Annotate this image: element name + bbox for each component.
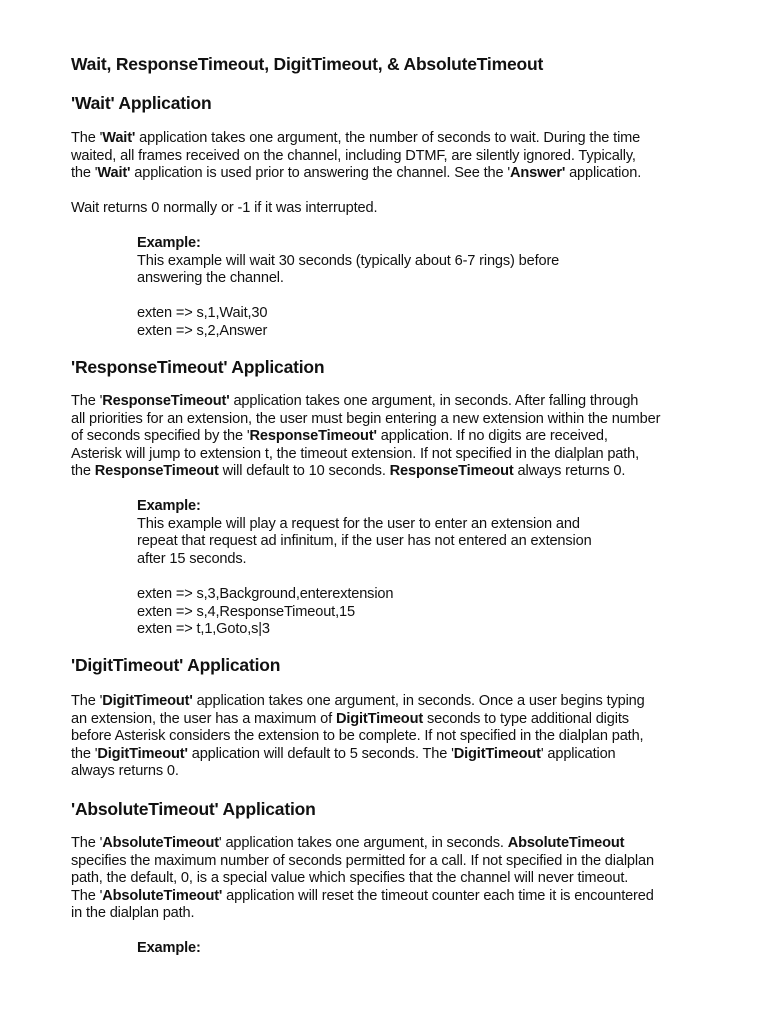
text-line: Asterisk will jump to extension t, the timeout extension. If not specified in the dialplan path, [71,445,640,462]
bold-term: AbsoluteTimeout' [102,887,223,904]
section-heading-absolute-timeout: 'AbsoluteTimeout' Application [71,799,316,819]
code-line: exten => s,4,ResponseTimeout,15 [137,603,355,620]
section-heading-digit-timeout: 'DigitTimeout' Application [71,655,281,675]
text-line: before Asterisk considers the extension to be complete. If not specified in the dialplan path, [71,728,644,745]
text-line: the ResponseTimeout will default to 10 seconds. ResponseTimeout always returns 0. [71,463,626,480]
bold-term: DigitTimeout [335,710,424,727]
wait-example: Example: This example will wait 30 seconds (typically about 6-7 rings) before answering the channel. exten => s,1,Wait,30 exten => s,2,Answer [137,235,697,341]
bold-term: DigitTimeout [453,745,541,762]
absolute-timeout-example [137,940,697,958]
bold-term: DigitTimeout' [97,745,188,762]
text-line: waited, all frames received on the channel, including DTMF, are silently ignored. Typically, [71,147,636,164]
text-line: The 'ResponseTimeout' application takes one argument, in seconds. After falling through [71,393,639,409]
bold-term: ResponseTimeout' [249,428,377,445]
example-label: Example: [137,235,201,251]
text-line: in the dialplan path. [71,905,195,922]
text-line: The 'Wait' application takes one argument, the number of seconds to wait. During the time [71,130,641,146]
section-heading-response-timeout: 'ResponseTimeout' Application [71,357,325,377]
text-line: specifies the maximum number of seconds permitted for a call. If not specified in the dialplan [71,852,654,869]
digit-timeout-description [71,693,711,781]
text-line: all priorities for an extension, the user must begin entering a new extension within the number [71,410,661,427]
absolute-timeout-description [71,835,711,923]
text-line: path, the default, 0, is a special value which specifies that the channel will never timeout. [71,870,629,887]
response-timeout-example: Example: This example will play a request for the user to enter an extension and repeat that request ad infinitum, if the user has not entered an extension after 15 seconds. exten => s,3,Background,enterextension exten => s,4,ResponseTimeout,15 exten => t,1,Goto,s|3 [137,498,697,639]
text-line: The 'AbsoluteTimeout' application takes one argument, in seconds. AbsoluteTimeout [71,835,625,851]
example-label: Example: [137,498,201,514]
section-heading-wait: 'Wait' Application [71,93,212,113]
bold-term: ResponseTimeout [94,463,219,480]
wait-description [71,130,711,183]
bold-term: Wait' [97,165,131,182]
bold-term: Answer' [510,165,566,182]
code-line: exten => s,2,Answer [137,322,268,339]
text-line: The 'AbsoluteTimeout' application will reset the timeout counter each time it is encountered [71,887,654,904]
text-line: of seconds specified by the 'ResponseTimeout' application. If no digits are received, [71,428,608,445]
text-line: The 'DigitTimeout' application takes one argument, in seconds. Once a user begins typing [71,693,645,709]
text-line: always returns 0. [71,763,179,780]
code-line: exten => s,1,Wait,30 [137,305,268,322]
response-timeout-description [71,393,711,481]
code-line: exten => t,1,Goto,s|3 [137,621,270,638]
bold-term: AbsoluteTimeout [507,835,625,851]
document-title: Wait, ResponseTimeout, DigitTimeout, & AbsoluteTimeout [71,54,544,74]
text-line: an extension, the user has a maximum of DigitTimeout seconds to type additional digits [71,710,629,727]
text-line: the 'Wait' application is used prior to answering the channel. See the 'Answer' application. [71,165,642,182]
text-line: the 'DigitTimeout' application will default to 5 seconds. The 'DigitTimeout' application [71,745,616,762]
bold-term: ResponseTimeout [389,463,514,480]
bold-term: AbsoluteTimeout [102,835,219,851]
bold-term: Wait' [102,130,136,146]
bold-term: ResponseTimeout' [102,393,230,409]
code-line: exten => s,3,Background,enterextension [137,585,394,602]
example-label: Example: [137,940,201,956]
bold-term: DigitTimeout' [102,693,193,709]
wait-return-note: Wait returns 0 normally or -1 if it was interrupted. [71,200,378,216]
